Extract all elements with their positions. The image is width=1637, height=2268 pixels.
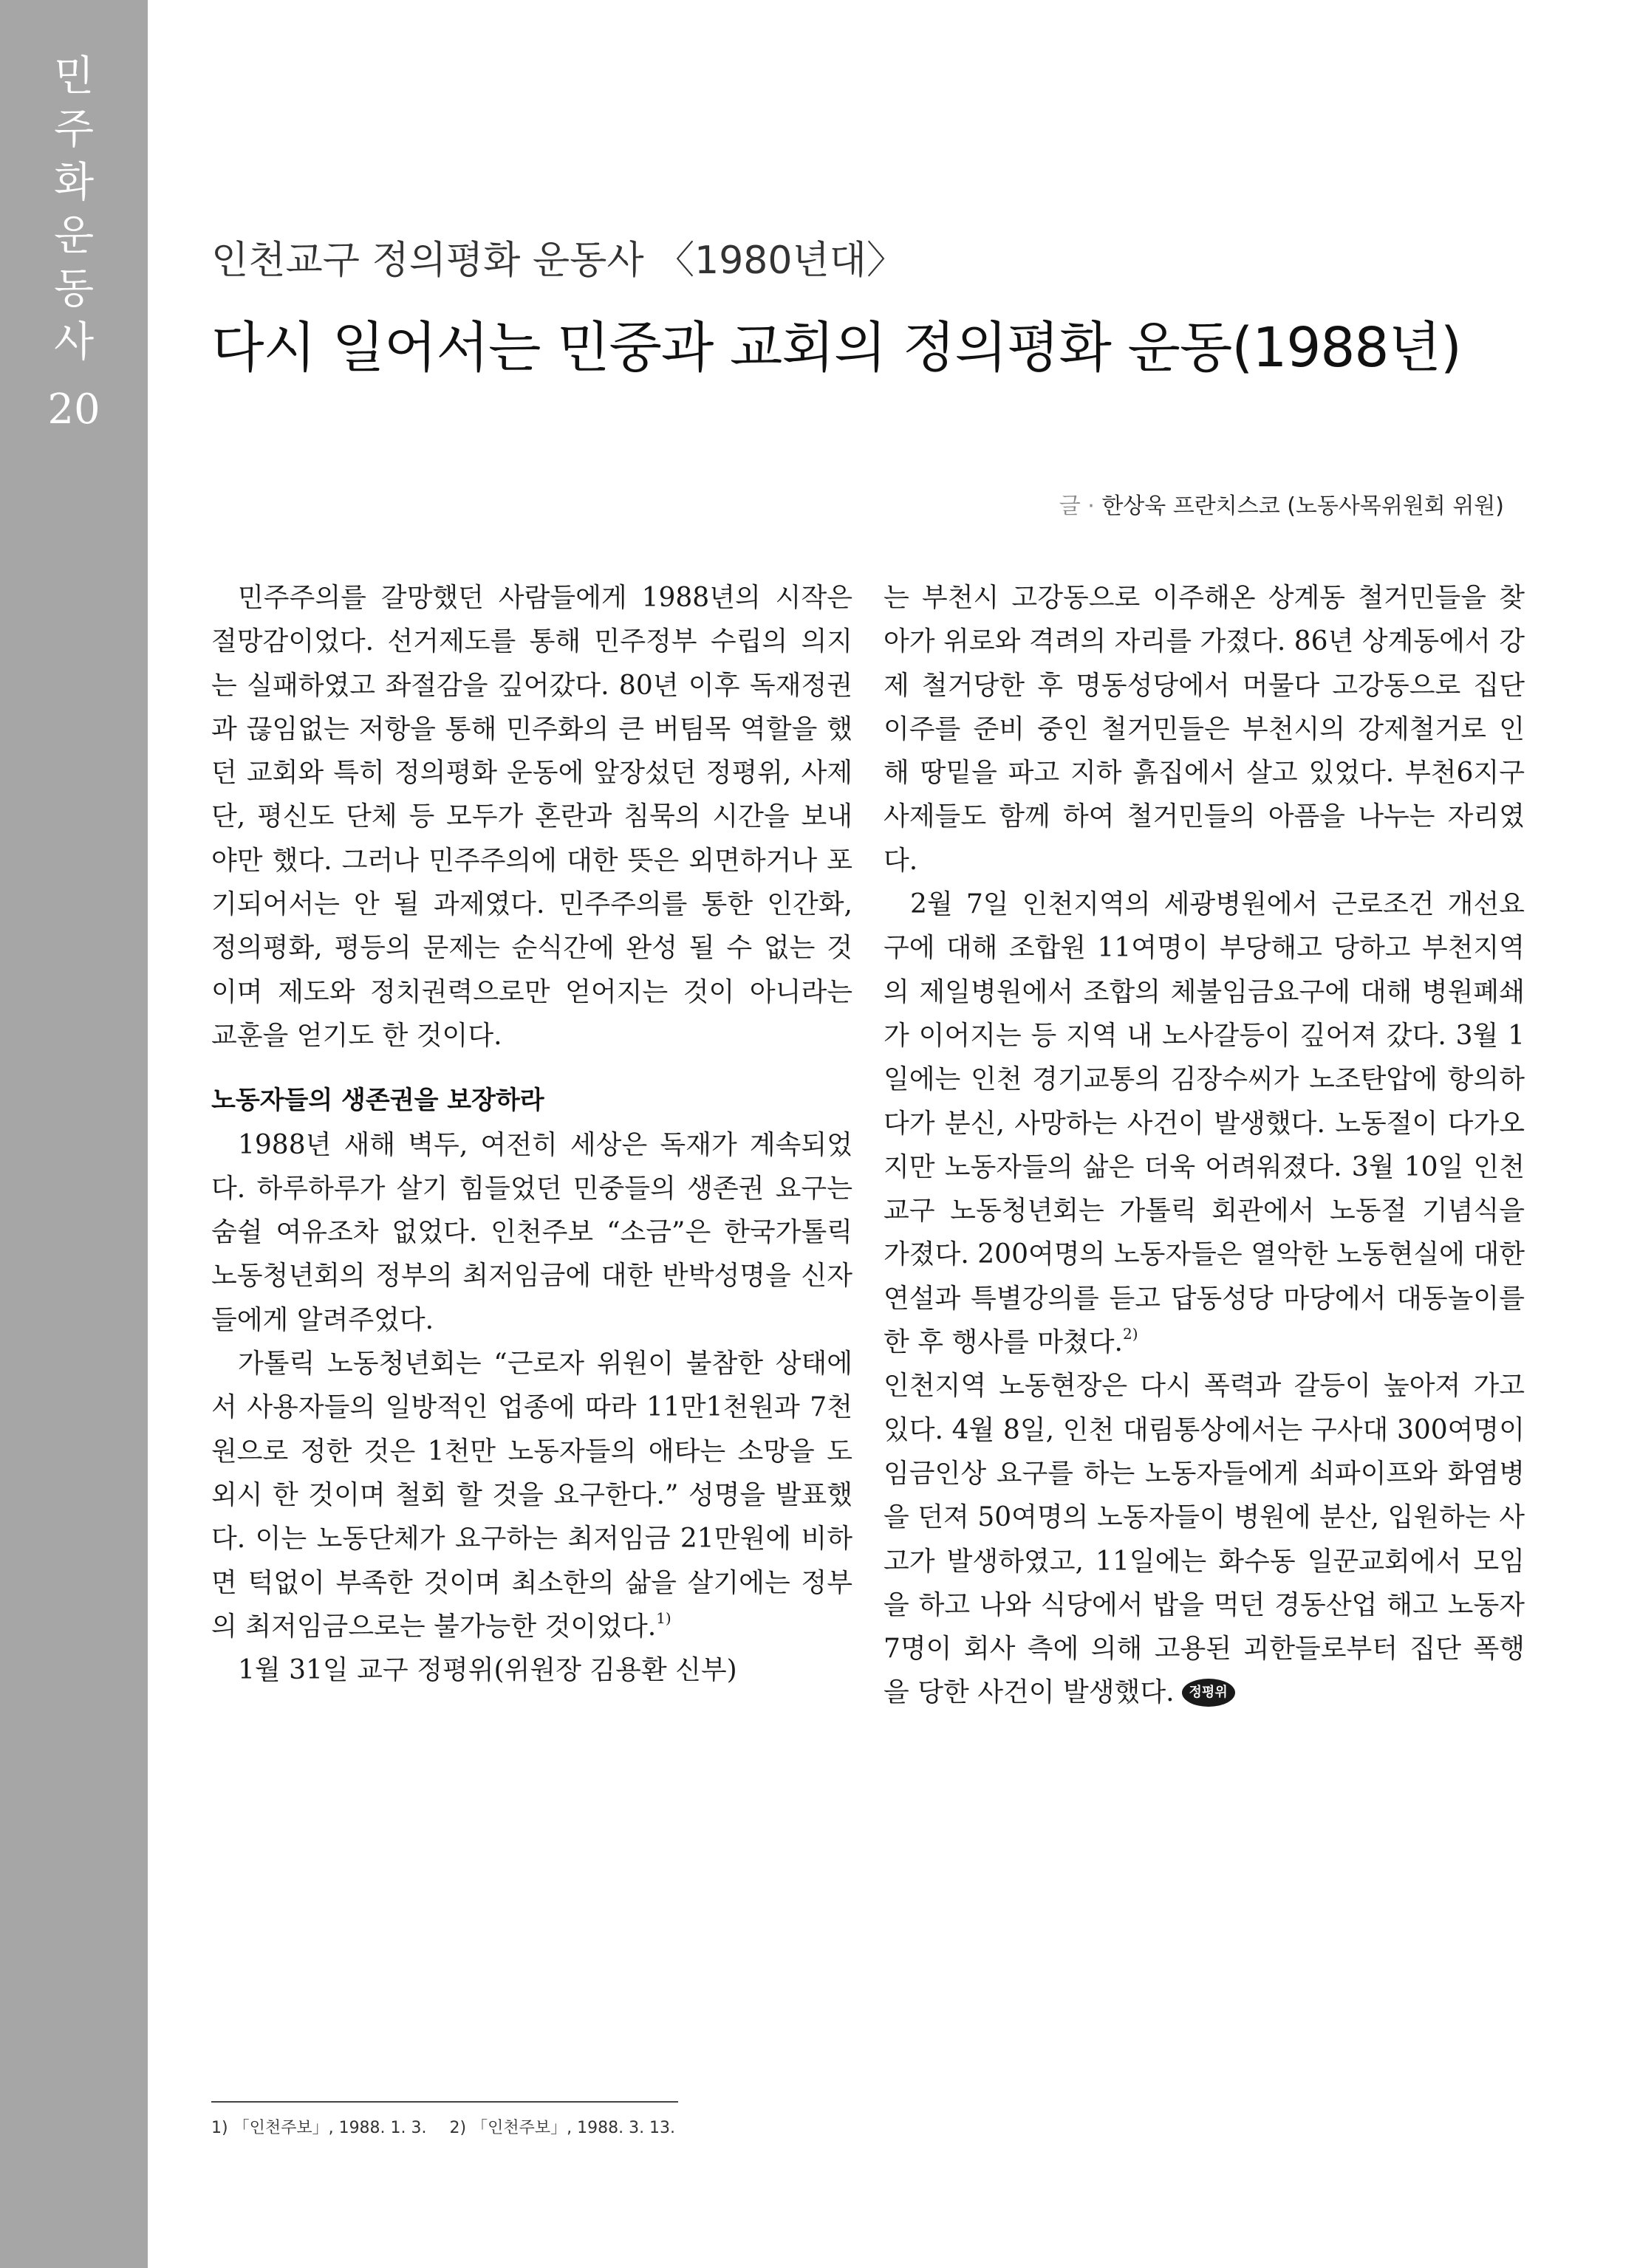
- sidebar: [0, 0, 148, 2268]
- paragraph: 1988년 새해 벽두, 여전히 세상은 독재가 계속되었다. 하루하루가 살기 힘들었던 민중들의 생존권 요구는 숨쉴 여유조차 없었다. 인천주보 “소금”은 한국가톨릭 노동청년회의 정부의 최저임금에 대한 반박성명을 신자들에게 알려주었다.: [211, 1129, 852, 1335]
- issue-number: 20: [47, 386, 100, 434]
- left-column: [211, 576, 852, 1692]
- byline-label: 글 ·: [1059, 493, 1102, 519]
- paragraph: [884, 1364, 1525, 1714]
- paragraph-text: 인천지역 노동현장은 다시 폭력과 갈등이 높아져 가고 있다. 4월 8일, 인천 대림통상에서는 구사대 300여명이 임금인상 요구를 하는 노동자들에게 쇠파이프와 화염병을 던져 50여명의 노동자들이 병원에 분산, 입원하는 사고가 발생하였고, 11일에는 화수동 일꾼교회에서 모임을 하고 나와 식당에서 밥을 먹던 경동산업 해고 노동자 7명이 회사 측에 의해 고용된 괴한들로부터 집단 폭행을 당한 사건이 발생했다.: [884, 1371, 1525, 1708]
- sidebar-title-char: 주: [53, 106, 95, 154]
- footnotes: [211, 2115, 693, 2138]
- sidebar-title-char: 운: [53, 212, 95, 260]
- paragraph: 민주주의를 갈망했던 사람들에게 1988년의 시작은 절망감이었다. 선거제도를 통해 민주정부 수립의 의지는 실패하였고 좌절감을 깊어갔다. 80년 이후 독재정권과 끊임없는 저항을 통해 민주화의 큰 버팀목 역할을 했던 교회와 특히 정의평화 운동에 앞장섰던 정평위, 사제단, 평신도 단체 등 모두가 혼란과 침묵의 시간을 보내야만 했다. 그러나 민주주의에 대한 뜻은 외면하거나 포기되어서는 안 될 과제였다. 민주주의를 통한 인간화, 정의평화, 평등의 문제는 순식간에 완성 될 수 없는 것이며 제도와 정치권력으로만 얻어지는 것이 아니라는 교훈을 얻기도 한 것이다.: [211, 583, 852, 1051]
- end-seal-icon: 정평위: [1182, 1679, 1235, 1707]
- section-heading: 노동자들의 생존권을 보장하라: [211, 1086, 544, 1116]
- sidebar-title-char: 민: [53, 52, 95, 100]
- paragraph: 1월 31일 교구 정평위(위원장 김용환 신부): [238, 1655, 737, 1686]
- paragraph: 는 부천시 고강동으로 이주해온 상계동 철거민들을 찾아가 위로와 격려의 자리를 가졌다. 86년 상계동에서 강제 철거당한 후 명동성당에서 머물다 고강동으로 집단 이주를 준비 중인 철거민들은 부천시의 강제철거로 인해 땅밑을 파고 지하 흙집에서 살고 있었다. 부천6지구 사제들도 함께 하여 철거민들의 아픔을 나누는 자리였다.: [884, 583, 1525, 876]
- series-title: 인천교구 정의평화 운동사 〈1980년대〉: [211, 239, 905, 283]
- sidebar-title: [0, 50, 148, 369]
- footnote-1: 1) 「인천주보」, 1988. 1. 3.: [211, 2119, 427, 2137]
- paragraph-text: 가톨릭 노동청년회는 “근로자 위원이 불참한 상태에서 사용자들의 일방적인 업종에 따라 11만1천원과 7천원으로 정한 것은 1천만 노동자들의 애타는 소망을 도외시 한 것이며 철회 할 것을 요구한다.” 성명을 발표했다. 이는 노동단체가 요구하는 최저임금 21만원에 비하면 턱없이 부족한 것이며 최소한의 삶을 살기에는 정부의 최저임금으로는 불가능한 것이었다.: [211, 1349, 852, 1642]
- page-title: 다시 일어서는 민중과 교회의 정의평화 운동(1988년): [211, 316, 1461, 380]
- byline: [1059, 487, 1504, 520]
- paragraph: [884, 883, 1525, 1364]
- sidebar-title-char: 사: [53, 318, 95, 366]
- byline-author: 한상욱 프란치스코 (노동사목위원회 위원): [1101, 493, 1504, 519]
- footnote-ref: 1): [656, 1609, 671, 1627]
- footnote-divider: [211, 2101, 678, 2103]
- right-column: [884, 576, 1525, 1715]
- footnote-ref: 2): [1122, 1325, 1138, 1343]
- paragraph-text: 2월 7일 인천지역의 세광병원에서 근로조건 개선요구에 대해 조합원 11여명이 부당해고 당하고 부천지역의 제일병원에서 조합의 체불임금요구에 대해 병원폐쇄가 이어지는 등 지역 내 노사갈등이 깊어져 갔다. 3월 1일에는 인천 경기교통의 김장수씨가 노조탄압에 항의하다가 분신, 사망하는 사건이 발생했다. 노동절이 다가오지만 노동자들의 삶은 더욱 어려워졌다. 3월 10일 인천교구 노동청년회는 가톨릭 회관에서 노동절 기념식을 가졌다. 200여명의 노동자들은 열악한 노동현실에 대한 연설과 특별강의를 듣고 답동성당 마당에서 대동놀이를 한 후 행사를 마쳤다.: [884, 889, 1525, 1358]
- paragraph: [211, 1342, 852, 1648]
- footnote-2: 2) 「인천주보」, 1988. 3. 13.: [449, 2119, 676, 2137]
- sidebar-title-char: 동: [53, 265, 95, 313]
- sidebar-title-char: 화: [53, 159, 95, 207]
